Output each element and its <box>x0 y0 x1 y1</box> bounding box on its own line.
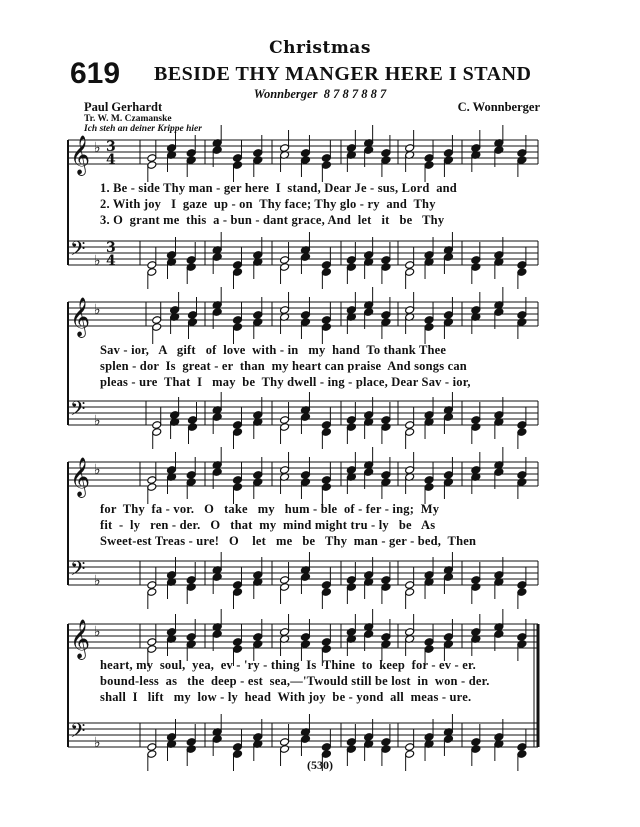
flat-icon: ♭ <box>94 573 101 589</box>
treble-clef-icon: 𝄞 <box>70 135 91 175</box>
lyric-line: fit - ly ren - der. O that my mind might tru - ly be As <box>100 518 436 532</box>
bass-clef-icon: 𝄢 <box>70 397 86 425</box>
bass-clef-icon: 𝄢 <box>70 719 86 747</box>
bass-clef-icon: 𝄢 <box>70 557 86 585</box>
flat-icon: ♭ <box>94 413 101 429</box>
time-signature-bottom: 4 <box>106 253 116 269</box>
hymn-number: 619 <box>70 57 121 90</box>
section-heading: Christmas <box>269 38 371 58</box>
lyric-line: Sweet-est Treas - ure! O let me be Thy man - ger - bed, Then <box>100 534 477 548</box>
composer: C. Wonnberger <box>457 100 540 114</box>
treble-clef-icon: 𝄞 <box>70 457 91 497</box>
lyric-line: bound-less as the deep - est sea,—'Twould still be lost in won - der. <box>100 674 490 688</box>
flat-icon: ♭ <box>94 302 101 318</box>
page-number: (530) <box>307 758 333 772</box>
original-title: Ich steh an deiner Krippe hier <box>84 124 202 134</box>
bass-clef-icon: 𝄢 <box>70 237 86 265</box>
lyric-line: Sav - ior, A gift of love with - in my hand To thank Thee <box>100 343 447 357</box>
flat-icon: ♭ <box>94 624 101 640</box>
treble-clef-icon: 𝄞 <box>70 297 91 337</box>
lyric-line: 3. O grant me this a - bun - dant grace, And let it be Thy <box>100 213 445 227</box>
time-signature-top: 3 <box>106 240 116 256</box>
lyric-line: pleas - ure That I may be Thy dwell - ing - place, Dear Sav - ior, <box>100 375 471 389</box>
hymn-title: BESIDE THY MANGER HERE I STAND <box>154 63 532 85</box>
time-signature-bottom: 4 <box>106 152 116 168</box>
flat-icon: ♭ <box>94 735 101 751</box>
flat-icon: ♭ <box>94 253 101 269</box>
flat-icon: ♭ <box>94 140 101 156</box>
flat-icon: ♭ <box>94 462 101 478</box>
lyric-line: for Thy fa - vor. O take my hum - ble of - fer - ing; My <box>100 502 440 516</box>
time-signature-top: 3 <box>106 139 116 155</box>
lyric-line: heart, my soul, yea, ev - 'ry - thing Is Thine to keep for - ev - er. <box>100 658 476 672</box>
lyric-line: splen - dor Is great - er than my heart can praise And songs can <box>100 359 467 373</box>
author: Paul Gerhardt <box>84 100 163 114</box>
tune-name: Wonnberger <box>253 87 318 101</box>
lyric-line: 1. Be - side Thy man - ger here I stand, Dear Je - sus, Lord and <box>100 181 457 195</box>
translator: Tr. W. M. Czamanske <box>84 114 172 124</box>
treble-clef-icon: 𝄞 <box>70 619 91 659</box>
meter: 8 7 8 7 8 8 7 <box>323 87 387 101</box>
lyric-line: shall I lift my low - ly head With joy be - yond all meas - ure. <box>100 690 472 704</box>
lyric-line: 2. With joy I gaze up - on Thy face; Thy glo - ry and Thy <box>100 197 436 211</box>
